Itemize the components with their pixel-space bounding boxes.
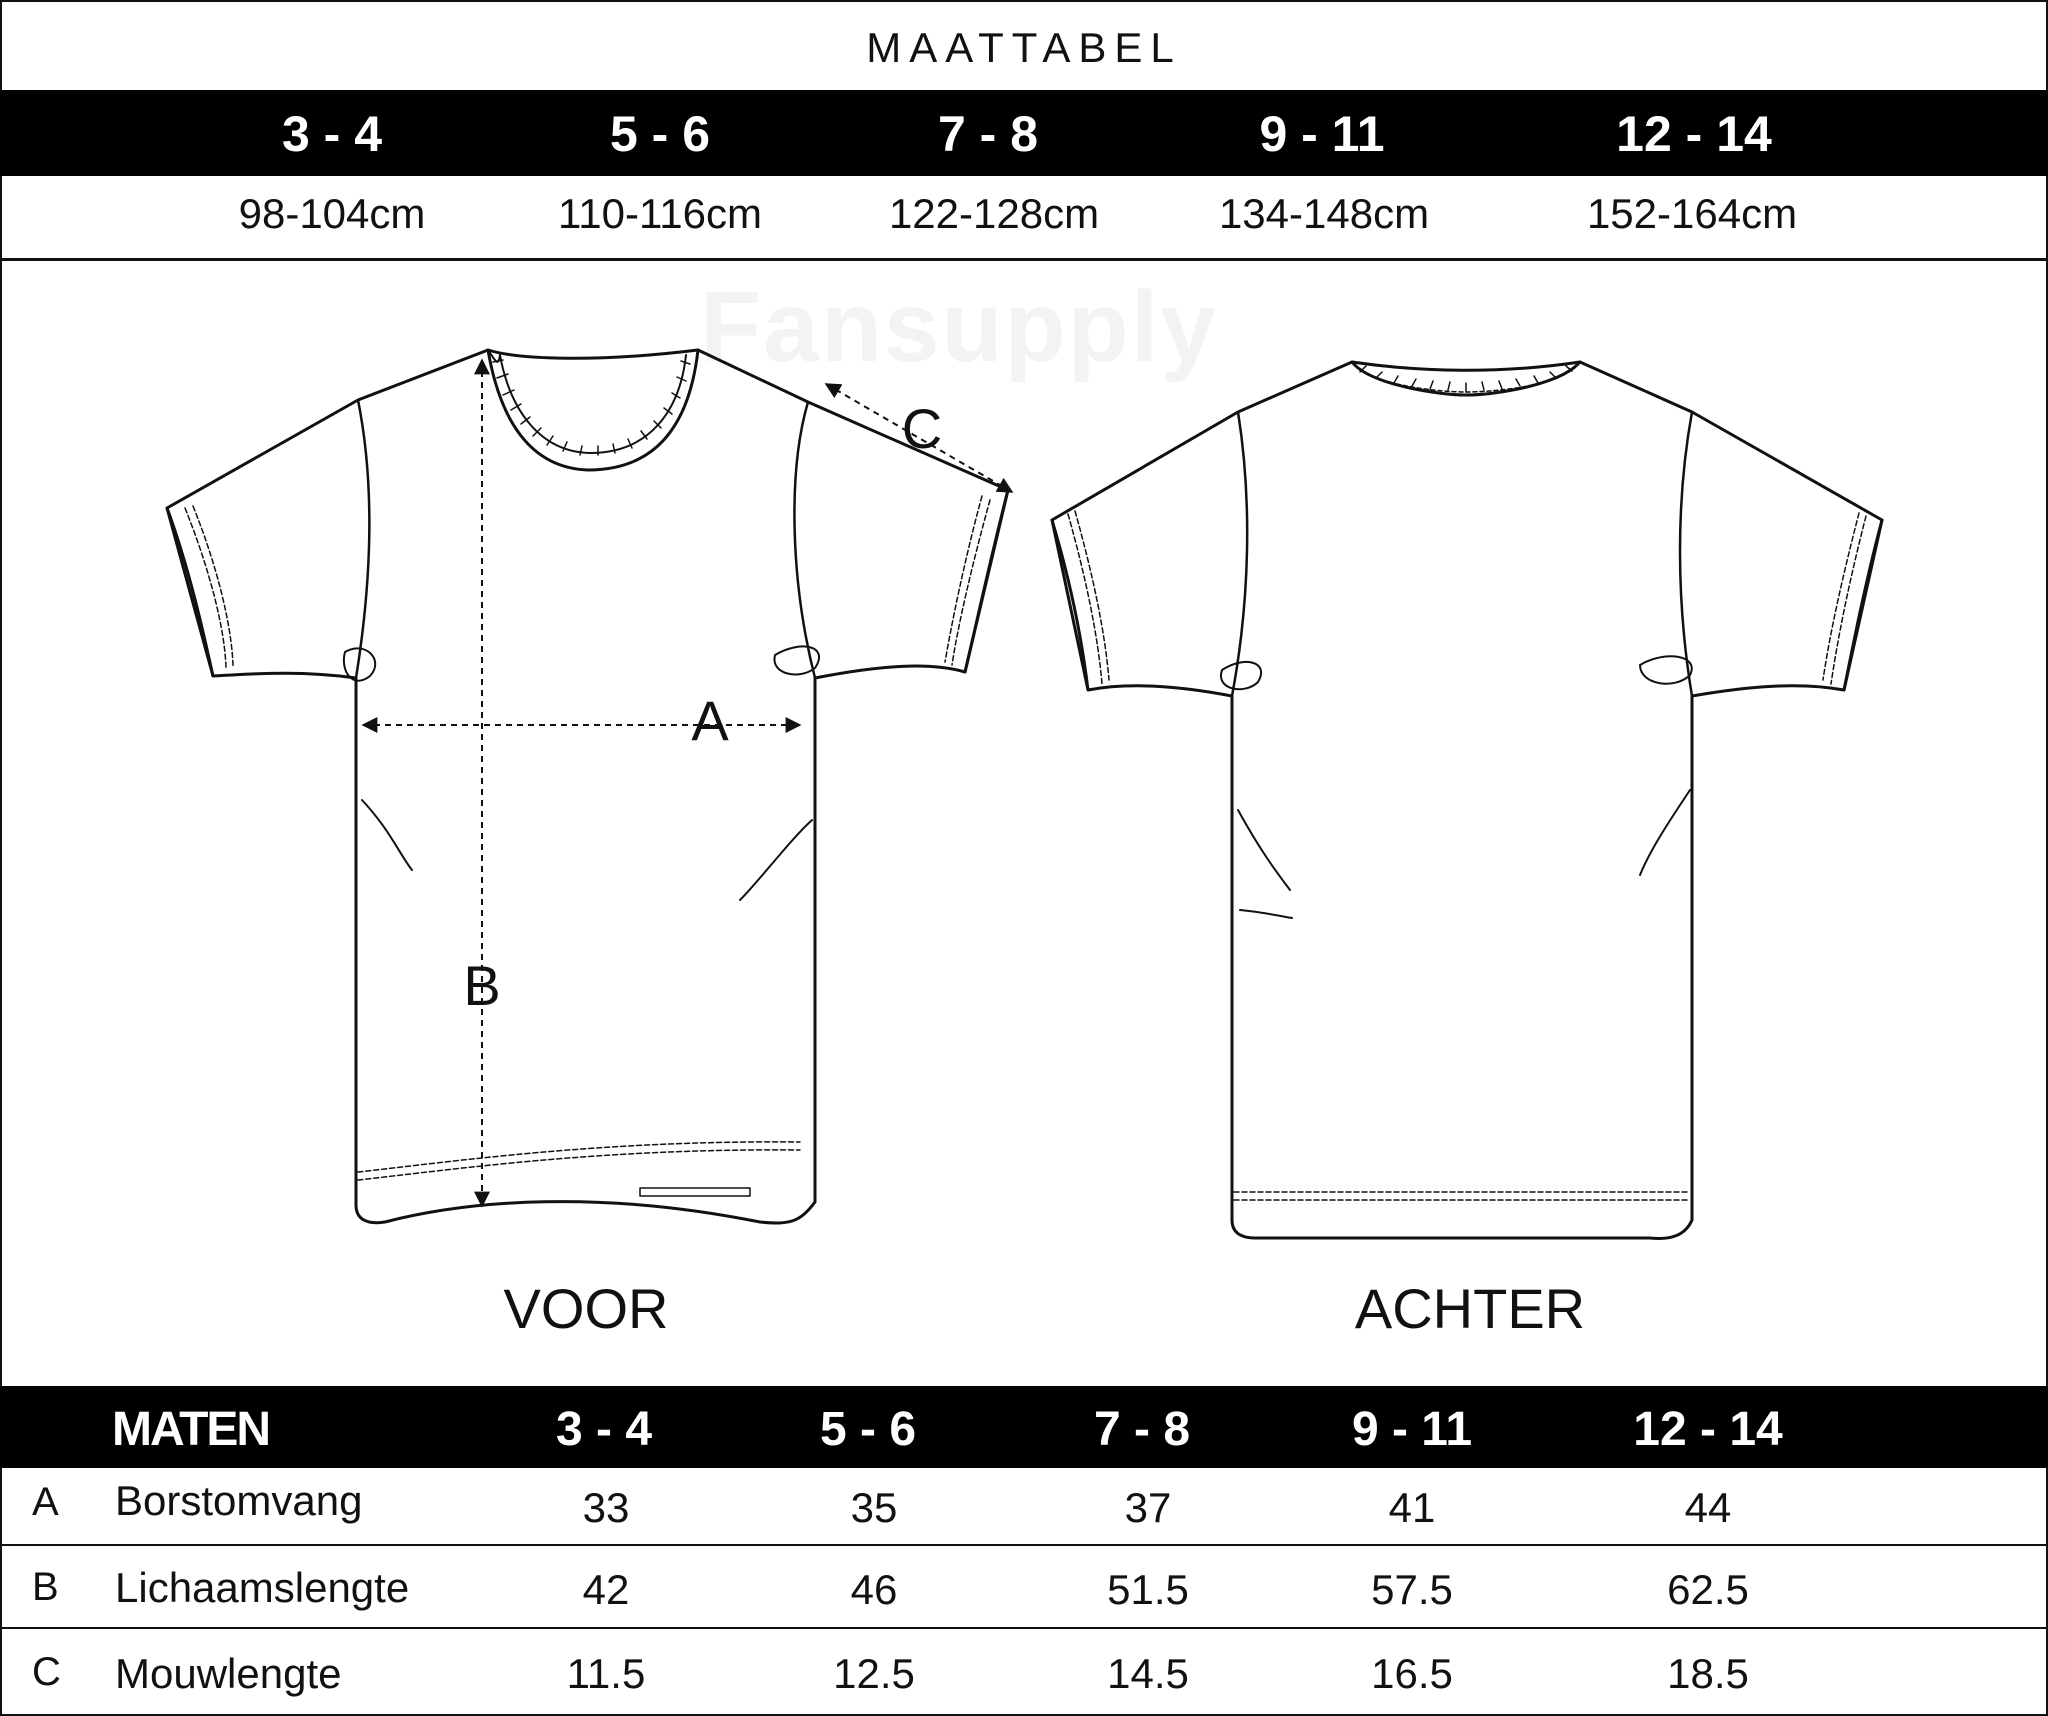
table-size-cell: 7 - 8 (1093, 1403, 1191, 1456)
height-cell: 110-116cm (558, 190, 762, 237)
height-cell: 122-128cm (888, 190, 1100, 237)
row-label: Lichaamslengte (115, 1564, 410, 1611)
row-label: Mouwlengte (115, 1650, 342, 1697)
row-letter: C (32, 1650, 61, 1694)
table-cell: 11.5 (566, 1650, 646, 1697)
table-divider (0, 1544, 2048, 1546)
size-header-cell: 9 - 11 (1259, 106, 1385, 162)
measurement-header-band (0, 1386, 2048, 1468)
height-cell: 98-104cm (238, 190, 426, 237)
height-cell: 152-164cm (1586, 190, 1798, 237)
row-letter: A (32, 1480, 59, 1524)
size-header-cell: 5 - 6 (609, 106, 711, 162)
back-view-label: ACHTER (1354, 1277, 1586, 1340)
back-tshirt (1052, 362, 1882, 1238)
row-letter: B (32, 1565, 59, 1609)
measurement-lines (363, 360, 1012, 1206)
table-cell: 14.5 (1107, 1650, 1189, 1697)
front-tshirt (167, 350, 1008, 1223)
table-cell: 51.5 (1107, 1566, 1189, 1613)
size-header-band (0, 90, 2048, 176)
table-cell: 44 (1684, 1484, 1732, 1531)
marker-b: B (463, 954, 501, 1017)
size-header-cell: 3 - 4 (281, 106, 383, 162)
table-cell: 35 (850, 1484, 898, 1531)
table-cell: 41 (1388, 1484, 1436, 1531)
row-label: Borstomvang (115, 1477, 363, 1524)
table-cell: 37 (1124, 1484, 1172, 1531)
table-cell: 62.5 (1667, 1566, 1749, 1613)
marker-c: C (901, 397, 943, 460)
table-size-cell: 3 - 4 (555, 1403, 653, 1456)
size-header-cell: 7 - 8 (937, 106, 1039, 162)
front-view-label: VOOR (503, 1277, 669, 1340)
sizes-header-label: MATEN (112, 1403, 270, 1456)
table-cell: 12.5 (833, 1650, 915, 1697)
table-size-cell: 9 - 11 (1351, 1403, 1473, 1456)
table-cell: 57.5 (1371, 1566, 1453, 1613)
table-cell: 33 (582, 1484, 630, 1531)
table-size-cell: 5 - 6 (819, 1403, 917, 1456)
divider (0, 258, 2048, 261)
table-cell: 46 (850, 1566, 898, 1613)
table-cell: 16.5 (1371, 1650, 1453, 1697)
size-header-cell: 12 - 14 (1616, 106, 1772, 162)
table-cell: 18.5 (1667, 1650, 1749, 1697)
table-divider (0, 1627, 2048, 1629)
table-size-cell: 12 - 14 (1633, 1403, 1783, 1456)
chart-title: MAATTABEL (866, 24, 1182, 71)
marker-a: A (691, 689, 729, 752)
tshirt-diagrams (0, 262, 2048, 1382)
height-cell: 134-148cm (1218, 190, 1430, 237)
table-cell: 42 (582, 1566, 630, 1613)
watermark: Fansupply (700, 271, 1219, 383)
